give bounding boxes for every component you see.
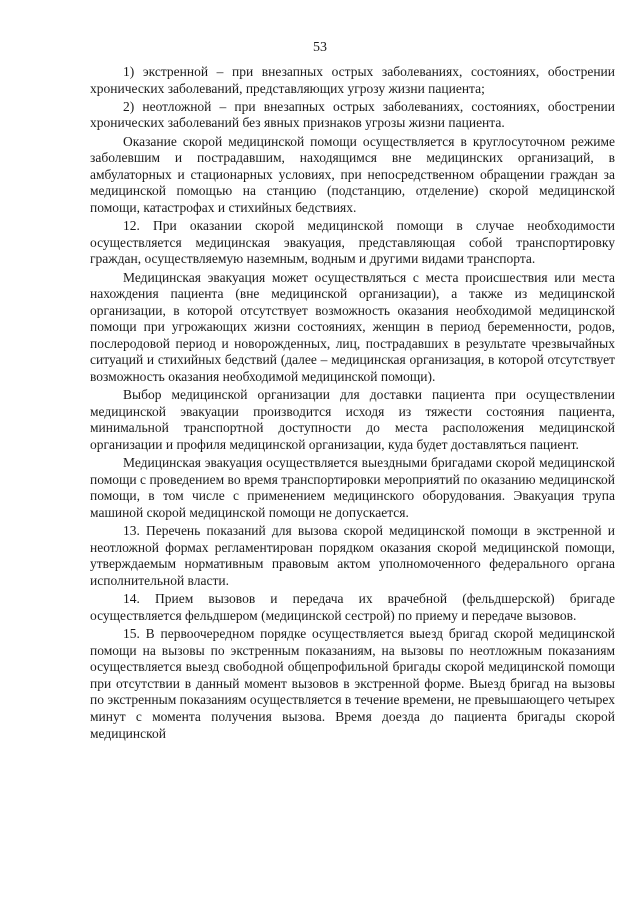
page-number: 53 bbox=[313, 40, 327, 55]
paragraph-evacuation-sources: Медицинская эвакуация может осуществляться с места происшествия или места нахождения пациента (вне медицинской организации), а также из медицинской организации, в которой отсутствует возможность оказания необходимой медицинской помощи при угрожающих жизни состояниях, женщин в период беременности, родов, послеродовой период и новорожденных, лиц, пострадавших в результате чрезвычайных ситуаций и стихийных бедствий (далее – медицинская организация, в которой отсутствует возможность оказания необходимой медицинской помощи). bbox=[90, 269, 615, 385]
paragraph-12-medical-evacuation: 12. При оказании скорой медицинской помощи в случае необходимости осуществляется медицинская эвакуация, представляющая собой транспортировку граждан, осуществляемую наземным, водным и другими видами транспорта. bbox=[90, 218, 615, 267]
paragraph-item-2-urgent: 2) неотложной – при внезапных острых заболеваниях, состояниях, обострении хронических заболеваний без явных признаков угрозы жизни пациента. bbox=[90, 98, 615, 131]
paragraph-item-1-emergency: 1) экстренной – при внезапных острых заболеваниях, состояниях, обострении хронических заболеваний, представляющих угрозу жизни пациента; bbox=[90, 64, 615, 96]
paragraph-facility-selection: Выбор медицинской организации для доставки пациента при осуществлении медицинской эвакуации производится исходя из тяжести состояния пациента, минимальной транспортной доступности до места расположения медицинской организации и профиля медицинской организации, куда будет доставляться пациент. bbox=[90, 387, 615, 453]
paragraph-13-call-indications: 13. Перечень показаний для вызова скорой медицинской помощи в экстренной и неотложной формах регламентирован порядком оказания скорой медицинской помощи, утверждаемым нормативным правовым актом уполномоченного федерального органа исполнительной власти. bbox=[90, 523, 615, 588]
paragraph-evacuation-by-teams: Медицинская эвакуация осуществляется выездными бригадами скорой медицинской помощи с проведением во время транспортировки мероприятий по оказанию медицинской помощи, в том числе с применением медицинского оборудования. Эвакуация трупа машиной скорой медицинской помощи не допускается. bbox=[90, 455, 615, 520]
paragraph-14-call-reception: 14. Прием вызовов и передача их врачебной (фельдшерской) бригаде осуществляется фельдшером (медицинской сестрой) по приему и передаче вызовов. bbox=[90, 591, 615, 623]
paragraph-15-priority-dispatch: 15. В первоочередном порядке осуществляется выезд бригад скорой медицинской помощи на вызовы по экстренным показаниям, на вызовы по неотложным показаниям осуществляется выезд свободной общепрофильной бригады скорой медицинской помощи при отсутствии в данный момент вызовов в экстренной форме. Выезд бригад на вызовы по экстренным показаниям осуществляется в течение времени, не превышающего четырех минут с момента получения вызова. Время доезда до пациента бригады скорой медицинской bbox=[90, 625, 615, 741]
document-body bbox=[90, 64, 615, 744]
paragraph-round-the-clock-care: Оказание скорой медицинской помощи осуществляется в круглосуточном режиме заболевшим и пострадавшим, находящимся вне медицинских организаций, в амбулаторных и стационарных условиях, при непосредственном обращении граждан за медицинской помощью на станцию (подстанцию, отделение) скорой медицинской помощи, катастрофах и стихийных бедствиях. bbox=[90, 133, 615, 215]
